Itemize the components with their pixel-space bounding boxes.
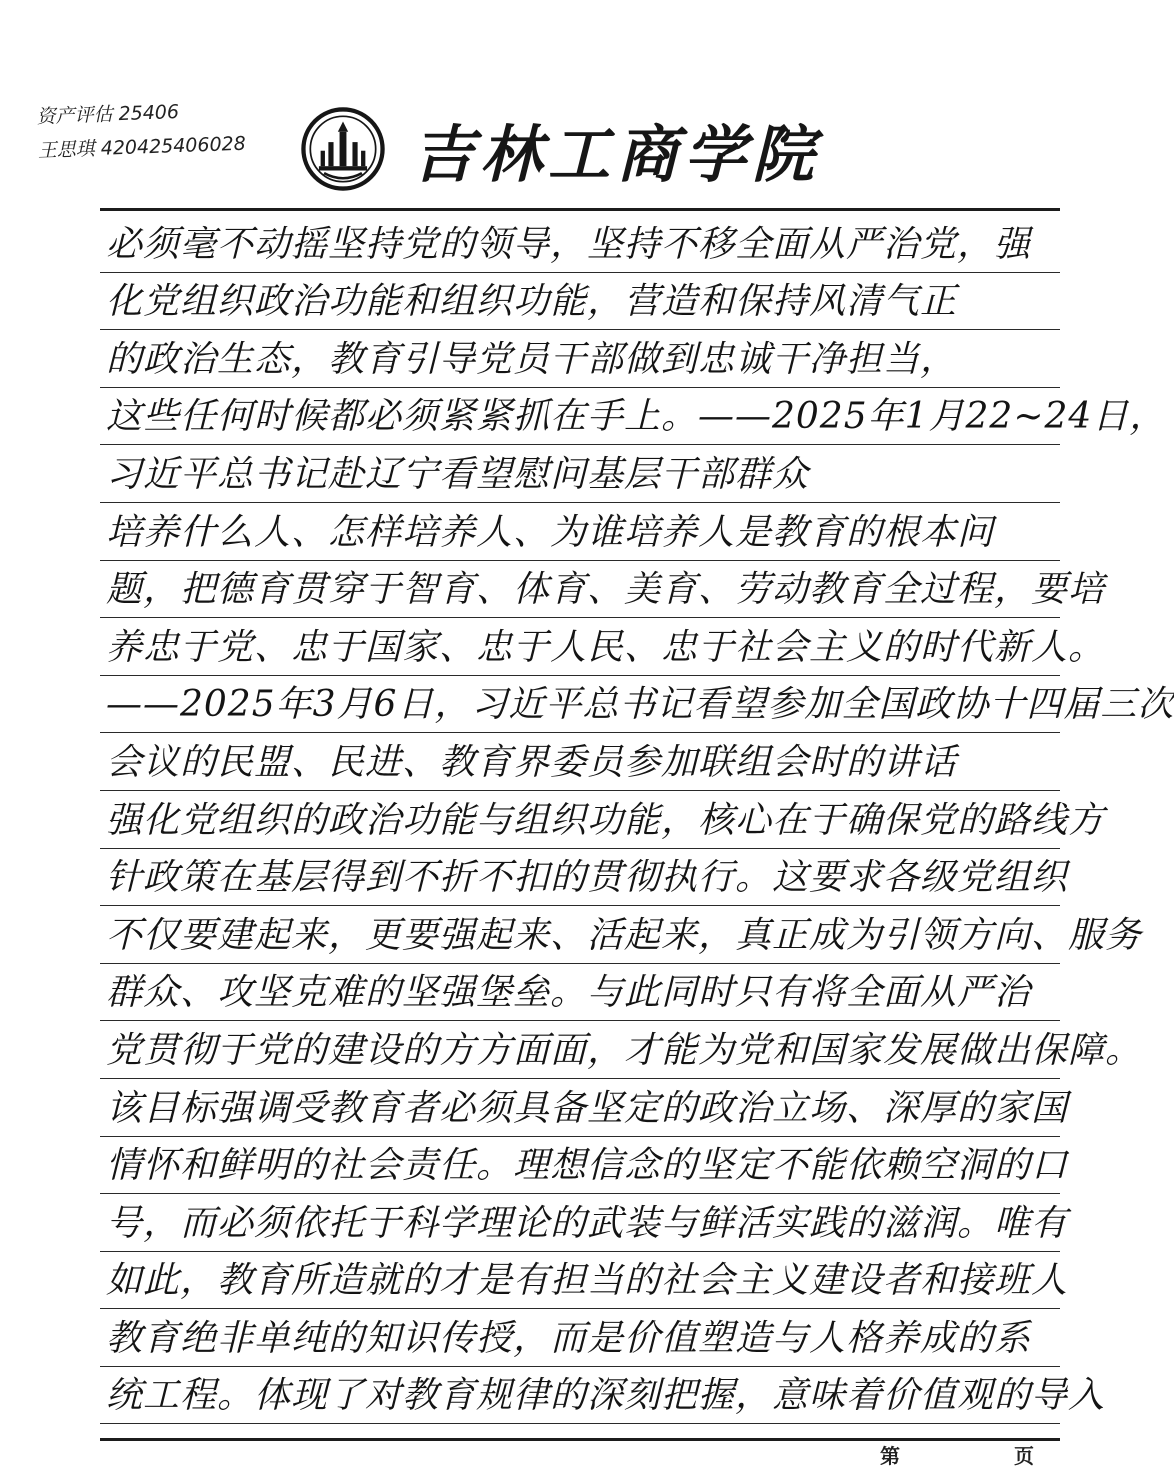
page-number-footer — [880, 1440, 1060, 1468]
line-text: 情怀和鲜明的社会责任。理想信念的坚定不能依赖空洞的口 — [106, 1145, 1069, 1187]
top-margin — [0, 0, 1108, 78]
ruled-line — [100, 1137, 1069, 1195]
line-text: 化党组织政治功能和组织功能，营造和保持风清气正 — [106, 281, 958, 323]
line-text: 必须毫不动摇坚持党的领导，坚持不移全面从严治党，强 — [106, 223, 1032, 265]
line-text: 强化党组织的政治功能与组织功能，核心在于确保党的路线方 — [106, 799, 1106, 841]
footer-label-di: 第 — [880, 1444, 900, 1468]
ruled-line — [100, 1252, 1069, 1310]
line-text: 号，而必须依托于科学理论的武装与鲜活实践的滋润。唯有 — [106, 1202, 1069, 1244]
ruled-line — [100, 273, 1060, 331]
line-text: 题，把德育贯穿于智育、体育、美育、劳动教育全过程，要培 — [106, 569, 1106, 611]
ruled-line — [100, 791, 1106, 849]
line-text: 养忠于党、忠于国家、忠于人民、忠于社会主义的时代新人。 — [106, 626, 1106, 668]
top-rule — [100, 208, 1060, 211]
ruled-line — [100, 330, 1060, 388]
ruled-line — [100, 445, 1060, 503]
line-text: 群众、攻坚克难的坚强堡垒。与此同时只有将全面从严治 — [106, 972, 1032, 1014]
line-text: 针政策在基层得到不折不扣的贯彻执行。这要求各级党组织 — [106, 857, 1069, 899]
ruled-line — [100, 503, 1060, 561]
ruled-line — [100, 676, 1174, 734]
school-emblem-icon — [300, 106, 386, 192]
ruled-line — [100, 1194, 1069, 1252]
ruled-line — [100, 618, 1106, 676]
ruled-line — [100, 906, 1143, 964]
ruled-line — [100, 733, 1060, 791]
ruled-line — [100, 1021, 1143, 1079]
author-note-line-2: 王思琪 420425406028 — [37, 132, 247, 162]
line-text: 这些任何时候都必须紧紧抓在手上。——2025年1月22~24日， — [106, 396, 1167, 438]
line-text: 党贯彻于党的建设的方方面面，才能为党和国家发展做出保障。 — [106, 1029, 1143, 1071]
ruled-line — [100, 1079, 1069, 1137]
line-text: 统工程。体现了对教育规律的深刻把握，意味着价值观的导入 — [106, 1375, 1106, 1417]
line-text: 培养什么人、怎样培养人、为谁培养人是教育的根本问 — [106, 511, 995, 553]
page-header — [300, 108, 820, 190]
ruled-line — [100, 561, 1106, 619]
ruled-line — [100, 964, 1060, 1022]
ruled-line — [100, 388, 1167, 446]
ruled-line — [100, 1309, 1060, 1367]
line-text: 会议的民盟、民进、教育界委员参加联组会时的讲话 — [106, 741, 958, 783]
line-text: 教育绝非单纯的知识传授，而是价值塑造与人格养成的系 — [106, 1317, 1032, 1359]
ruled-line — [100, 215, 1060, 273]
ruled-line — [100, 849, 1069, 907]
line-text: 的政治生态，教育引导党员干部做到忠诚干净担当， — [106, 338, 958, 380]
author-note-line-1: 资产评估 25406 — [36, 101, 180, 128]
line-text: 如此，教育所造就的才是有担当的社会主义建设者和接班人 — [106, 1260, 1069, 1302]
footer-label-ye: 页 — [1014, 1444, 1034, 1468]
author-note — [36, 92, 278, 168]
line-text: 不仅要建起来，更要强起来、活起来，真正成为引领方向、服务 — [106, 914, 1143, 956]
line-text: 习近平总书记赴辽宁看望慰问基层干部群众 — [106, 453, 810, 495]
school-name: 吉林工商学院 — [412, 117, 821, 191]
line-text: 该目标强调受教育者必须具备坚定的政治立场、深厚的家国 — [106, 1087, 1069, 1129]
ruled-line — [100, 1367, 1106, 1425]
line-text: ——2025年3月6日，习近平总书记看望参加全国政协十四届三次 — [106, 684, 1174, 726]
handwritten-lines — [100, 215, 1174, 1424]
